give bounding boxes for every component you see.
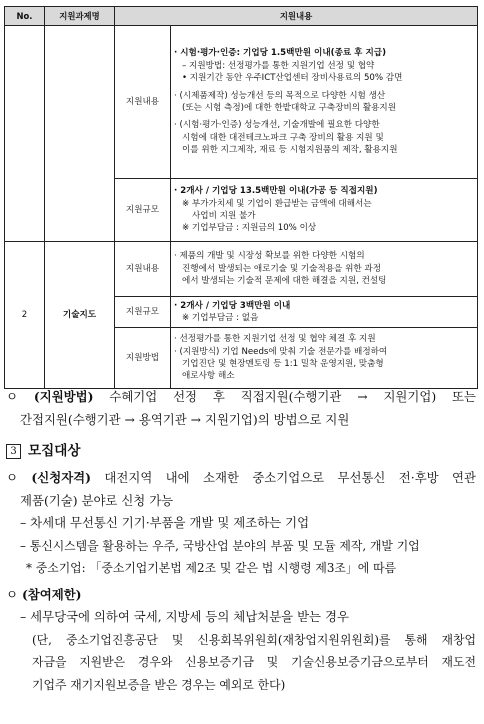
header-no: No. — [5, 7, 45, 26]
row2-sub2-label: 지원규모 — [115, 297, 171, 328]
row1-no-cell — [5, 26, 45, 242]
content-line: · (시험·평가·인증) 성능개선, 기술개발에 필요한 다양한 — [174, 120, 380, 131]
table-row — [5, 242, 478, 297]
restriction-paren: 기업주 재기지원보증을 받은 경우는 예외로 한다) — [32, 677, 286, 692]
bullet: ㅇ — [6, 586, 18, 602]
header-task-name: 지원과제명 — [45, 7, 115, 26]
eligibility-line2: 제품(기술) 분야로 신청 가능 — [20, 492, 174, 508]
document-body — [6, 386, 476, 696]
content-line: · 선정평가를 통한 지원기업 선정 및 협약 체결 후 지원 — [174, 334, 376, 345]
row1-sub2-content — [171, 179, 478, 242]
content-line: · (지원방식) 기업 Needs에 맞춰 기술 전문가를 배정하여 — [174, 346, 388, 357]
content-line: • 지원기간 동안 우주ICT산업센터 장비사용료의 50% 감면 — [182, 73, 403, 84]
content-line: 애로사항 해소 — [182, 371, 235, 382]
content-line: (또는 시험 측정)에 대한 한밭대학교 구축장비의 활용지원 — [182, 103, 397, 113]
method-paragraph — [6, 386, 476, 409]
restriction-paragraph — [6, 584, 476, 607]
restriction-paren: 자금을 지원받은 경우와 신용보증기금 및 기술신용보증기금으로부터 재도전 — [32, 655, 476, 669]
table-header-row — [5, 7, 478, 26]
row2-sub1-content — [171, 242, 478, 297]
content-line: · (시제품제작) 성능개선 등의 목적으로 다양한 시험 생산 — [174, 90, 386, 101]
support-table — [4, 6, 478, 389]
restriction-label: (참여제한) — [21, 586, 82, 602]
eligibility-paragraph — [6, 467, 476, 490]
content-line: 에서 발생되는 기술적 문제에 대한 해결을 지원, 컨설팅 — [182, 276, 387, 287]
content-line: ※ 기업부담금 : 지원금의 10% 이상 — [182, 223, 317, 234]
row1-sub1-label: 지원내용 — [115, 26, 171, 179]
content-line: · 2개사 / 기업당 13.5백만원 이내(가공 등 직접지원) — [174, 186, 378, 197]
eligibility-note: * 중소기업: 「중소기업기본법 제2조 및 같은 법 시행령 제3조」에 따름 — [26, 561, 397, 575]
content-line: 기업진단 및 현장멘토링 등 1:1 밀착 운영지원, 맞춤형 — [182, 359, 384, 369]
row2-sub3-content — [171, 328, 478, 389]
row2-sub2-content — [171, 297, 478, 328]
method-label: (지원방법) — [33, 389, 94, 404]
method-line2: 간접지원(수행기관 → 용역기관 → 지원기업)의 방법으로 지원 — [20, 411, 350, 427]
content-line: 시험에 대한 대전테크노파크 구축 장비의 활용 지원 및 — [182, 132, 384, 143]
section-title: 모집대상 — [28, 443, 81, 459]
content-line: · 제품의 개발 및 시장성 확보를 위한 다양한 시험의 — [174, 251, 365, 262]
row1-sub2-label: 지원규모 — [115, 179, 171, 242]
restriction-paren: (단, 중소기업진흥공단 및 신용회복위원회(재창업지원위원회)를 통해 재창업 — [32, 632, 476, 647]
content-line: ※ 기업부담금 : 없음 — [182, 313, 259, 323]
content-line: ※ 부가가치세 및 기업이 환급받는 금액에 대해서는 — [182, 198, 372, 209]
content-line: · 시험·평가·인증: 기업당 1.5백만원 이내(종료 후 지급) — [174, 48, 386, 59]
bullet: ㅇ — [6, 389, 18, 404]
content-line: · 2개사 / 기업당 3백만원 이내 — [174, 300, 291, 311]
section-heading — [6, 439, 476, 463]
restriction-item: – 세무당국에 의하여 국세, 지방세 등의 체납처분을 받는 경우 — [20, 609, 349, 624]
content-line: 사업비 지원 불가 — [192, 211, 256, 221]
row2-sub3-label: 지원방법 — [115, 328, 171, 389]
bullet: ㅇ — [6, 470, 18, 485]
eligibility-label: (신청자격) — [31, 470, 91, 485]
row1-name-cell — [45, 26, 115, 242]
section-number: 3 — [6, 444, 21, 459]
content-line: 진행에서 발생되는 애로기술 및 기술적용을 위한 과정 — [182, 263, 382, 274]
header-content: 지원내용 — [115, 7, 478, 26]
row2-no-cell: 2 — [5, 242, 45, 389]
row2-name-cell: 기술지도 — [45, 242, 115, 389]
eligibility-item: – 통신시스템을 활용하는 우주, 국방산업 분야의 부품 및 모듈 제작, 개발 기업 — [20, 538, 420, 553]
row1-sub1-content — [171, 26, 478, 179]
content-line: 이를 위한 지그제작, 재료 등 시험지원품의 제작, 활용지원 — [182, 145, 398, 156]
row2-sub1-label: 지원내용 — [115, 242, 171, 297]
eligibility-line1: 대전지역 내에 소재한 중소기업으로 무선통신 전·후방 연관 — [104, 470, 476, 485]
content-line: – 지원방법: 선정평가를 통한 지원기업 선정 및 협약 — [182, 60, 375, 71]
method-line1: 수혜기업 선정 후 직접지원(수행기관 → 지원기업) 또는 — [109, 389, 476, 404]
table-row — [5, 26, 478, 179]
eligibility-item: – 차세대 무선통신 기기·부품을 개발 및 제조하는 기업 — [20, 515, 310, 530]
